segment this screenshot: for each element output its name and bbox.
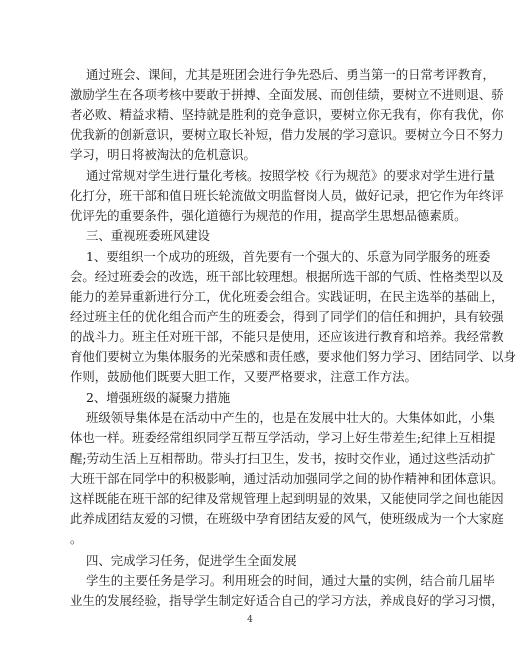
text-line: 学生的主要任务是学习。利用班会的时间，通过大量的实例，结合前几届毕 xyxy=(86,573,495,588)
text-line: 作则，鼓励他们既要大胆工作，又要严格要求，注意工作方法。 xyxy=(70,369,417,384)
text-line: 。 xyxy=(70,531,83,546)
text-line: 的战斗力。班主任对班干部，不能只是使用，还应该进行教育和培养。我经常教 xyxy=(70,329,504,344)
text-line: 班级领导集体是在活动中产生的，也是在发展中壮大的。大集体如此，小集 xyxy=(86,410,495,425)
text-line: 这样既能在班干部的纪律及常规管理上起到明显的效果，又能使同学之间也能因 xyxy=(70,491,504,506)
text-line: 通过常规对学生进行量化考核。按照学校《行为规范》的要求对学生进行量 xyxy=(86,168,495,183)
page-number: 4 xyxy=(247,615,253,625)
text-line: 会。经过班委会的改选，班干部比较理想。根据所选干部的气质、性格类型以及 xyxy=(70,269,504,284)
text-line: 优评先的重要条件，强化道德行为规范的作用，提高学生思想品德素质。 xyxy=(70,208,467,223)
text-line: 通过班会、课间，尤其是班团会进行争先恐后、勇当第一的日常考评教育， xyxy=(86,67,495,82)
section-heading: 2、增强班级的凝聚力措施 xyxy=(86,390,231,405)
text-line: 激励学生在各项考核中要敢于拼搏、全面发展、而创佳绩，要树立不进则退、骄 xyxy=(70,87,504,102)
text-line: 体也一样。班委经常组织同学互帮互学活动，学习上好生带差生;纪律上互相提 xyxy=(70,430,496,445)
text-line: 学习，明日将被淘汰的危机意识。 xyxy=(70,147,256,162)
text-line: 醒;劳动生活上互相帮助。带头打扫卫生，发书，按时交作业，通过这些活动扩 xyxy=(70,451,496,466)
text-line: 此养成团结友爱的习惯，在班级中孕育团结友爱的风气，使班级成为一个大家庭 xyxy=(70,511,504,526)
text-line: 优我新的创新意识，要树立取长补短，借力发展的学习意识。要树立今日不努力 xyxy=(70,127,504,142)
text-line: 化打分，班干部和值日班长轮流做文明监督岗人员，做好记录，把它作为年终评 xyxy=(70,188,504,203)
section-heading: 三、重视班委班风建设 xyxy=(86,228,210,243)
text-line: 大班干部在同学中的积极影响，通过活动加强同学之间的协作精神和团体意识。 xyxy=(70,471,504,486)
section-heading: 四、完成学习任务，促进学生全面发展 xyxy=(86,553,297,568)
text-line: 经过班主任的优化组合而产生的班委会，得到了同学们的信任和拥护，具有较强 xyxy=(70,309,504,324)
text-line: 者必败、精益求精、坚持就是胜利的竞争意识，要树立你无我有，你有我优，你 xyxy=(70,107,504,122)
text-line: 1、要组织一个成功的班级，首先要有一个强大的、乐意为同学服务的班委 xyxy=(86,249,491,264)
text-line: 能力的差异重新进行分工，优化班委会组合。实践证明，在民主选举的基础上， xyxy=(70,289,504,304)
text-line: 育他们要树立为集体服务的光荣感和责任感，要求他们努力学习、团结同学、以身 xyxy=(70,349,516,364)
text-line: 业生的发展经验，指导学生制定好适合自己的学习方法，养成良好的学习习惯， xyxy=(70,593,504,608)
